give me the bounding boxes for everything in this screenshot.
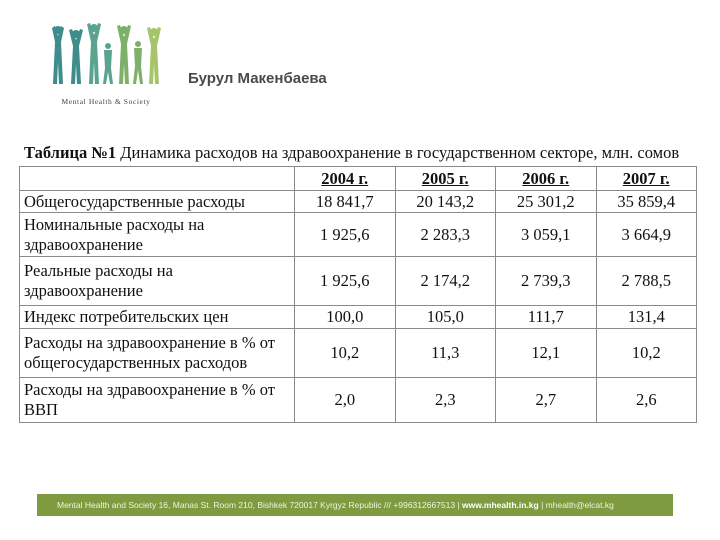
header-empty-cell <box>20 167 295 191</box>
expenditure-table <box>19 166 697 423</box>
year-header <box>596 167 697 191</box>
table-cell: 1 925,6 <box>295 213 396 257</box>
table-cell: 20 143,2 <box>395 191 496 213</box>
author-name: Бурул Макенбаева <box>188 70 327 87</box>
table-cell: 2,0 <box>295 378 396 423</box>
table-cell: 1 925,6 <box>295 257 396 306</box>
table-cell: 12,1 <box>496 329 597 378</box>
mental-health-society-logo <box>36 20 176 110</box>
footer-email[interactable]: | mhealth@elcat.kg <box>541 500 614 510</box>
table-header-row <box>20 167 697 191</box>
table-row <box>20 306 697 329</box>
table-cell: 25 301,2 <box>496 191 597 213</box>
row-label: Номинальные расходы на здравоохранение <box>20 213 295 257</box>
year-label: 2004 г. <box>321 168 369 188</box>
table-cell: 2 174,2 <box>395 257 496 306</box>
year-header <box>395 167 496 191</box>
table-cell: 2,7 <box>496 378 597 423</box>
year-label: 2007 г. <box>622 168 670 188</box>
table-cell: 2 283,3 <box>395 213 496 257</box>
table-cell: 105,0 <box>395 306 496 329</box>
table-cell: 2 739,3 <box>496 257 597 306</box>
table-cell: 10,2 <box>596 329 697 378</box>
year-header <box>295 167 396 191</box>
year-label: 2005 г. <box>421 168 469 188</box>
row-label: Общегосударственные расходы <box>20 191 295 213</box>
table-cell: 2 788,5 <box>596 257 697 306</box>
table-cell: 18 841,7 <box>295 191 396 213</box>
table-cell: 11,3 <box>395 329 496 378</box>
table-cell: 100,0 <box>295 306 396 329</box>
row-label: Расходы на здравоохранение в % от общегосударственных расходов <box>20 329 295 378</box>
table-cell: 10,2 <box>295 329 396 378</box>
row-label: Индекс потребительских цен <box>20 306 295 329</box>
table-caption-number: Таблица №1 <box>24 143 117 162</box>
people-group-icon <box>36 20 176 92</box>
table-caption-text: Динамика расходов на здравоохранение в государственном секторе, млн. сомов <box>120 143 680 162</box>
table-cell: 3 059,1 <box>496 213 597 257</box>
table-cell: 35 859,4 <box>596 191 697 213</box>
row-label: Расходы на здравоохранение в % от ВВП <box>20 378 295 423</box>
footer-address: Mental Health and Society 16, Manas St. Room 210, Bishkek 720017 Kyrgyz Republic /// +996312667513 | <box>57 500 460 510</box>
table-row <box>20 191 697 213</box>
table-caption <box>24 143 704 163</box>
year-header <box>496 167 597 191</box>
table-cell: 2,6 <box>596 378 697 423</box>
table-row <box>20 329 697 378</box>
year-label: 2006 г. <box>522 168 570 188</box>
footer-contact-bar <box>37 494 673 516</box>
data-table <box>19 166 697 423</box>
table-row <box>20 257 697 306</box>
table-cell: 111,7 <box>496 306 597 329</box>
table-cell: 2,3 <box>395 378 496 423</box>
table-row <box>20 213 697 257</box>
table-cell: 3 664,9 <box>596 213 697 257</box>
table-row <box>20 378 697 423</box>
table-cell: 131,4 <box>596 306 697 329</box>
logo-caption: Mental Health & Society <box>61 97 151 106</box>
footer-website-link[interactable]: www.mhealth.in.kg <box>462 500 539 510</box>
row-label: Реальные расходы на здравоохранение <box>20 257 295 306</box>
